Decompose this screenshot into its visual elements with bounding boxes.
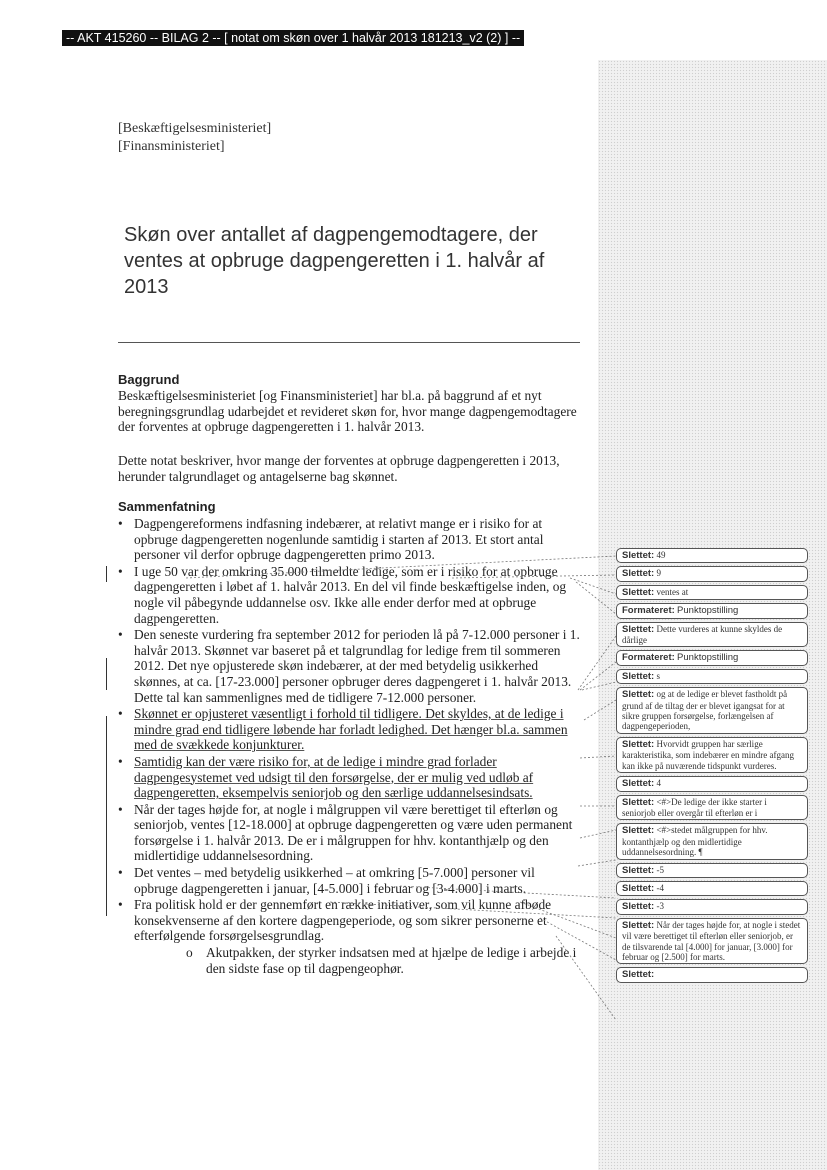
ministry-line-2: [Finansministeriet] [118, 139, 225, 154]
summary-bullet [118, 706, 580, 753]
change-bar [106, 566, 107, 582]
comment-balloon[interactable]: Slettet: ventes at [616, 585, 808, 600]
summary-sub-bullet: o Akutpakken, der styrker indsatsen med at hjælpe de ledige i arbejde i den sidste fase op til dagpengeophør. [118, 945, 580, 976]
document-header-bar: -- AKT 415260 -- BILAG 2 -- [ notat om skøn over 1 halvår 2013 181213_v2 (2) ] -- [62, 30, 524, 46]
change-bar [106, 716, 107, 916]
comment-balloon[interactable]: Slettet: -5 [616, 863, 808, 878]
summary-bullet: • Når der tages højde for, at nogle i målgruppen vil være berettiget til efterløn og seniorjob, ventes [12-18.000] at opbruge dagpengeretten og være uden permanent forsørgelse i 1. halvår 2013. De er i målgruppen for hhv. kontanthjælp og den midlertidige uddannelsesordning. [118, 802, 580, 864]
summary-bullet: • Dagpengereformens indfasning indebærer, at relativt mange er i risiko for at opbruge dagpengeretten nogenlunde samtidig i starten af 2013. Et stort antal personer vil derfor opbruge dagpengeretten primo 2013. [118, 516, 580, 563]
summary-bullet: • Det ventes – med betydelig usikkerhed – at omkring [5-7.000] personer vil opbruge dagpengeretten i januar, [4-5.000] i februar og [3-4.000] i marts. [118, 865, 580, 896]
ministry-block [118, 120, 271, 156]
heading-sammenfatning: Sammenfatning [118, 499, 216, 514]
summary-bullet: • I uge 50 var der omkring 35.000 tilmeldte ledige, som er i risiko for at opbruge dagpengeretten i løbet af 1. halvår 2013. En del vil finde beskæftigelse inden, og nogle vil påbegynde uddannelse osv. Ikke alle ender derfor med at opbruge dagpengeretten. [118, 564, 580, 626]
comment-balloon[interactable]: Formateret: Punktopstilling [616, 603, 808, 618]
comment-balloon[interactable]: Slettet: 9 [616, 566, 808, 581]
ministry-line-1: [Beskæftigelsesministeriet] [118, 121, 272, 136]
summary-bullet-list [118, 516, 580, 977]
comment-balloon[interactable]: Slettet: s [616, 669, 808, 684]
summary-bullet: • Fra politisk hold er der gennemført en række initiativer, som vil kunne afbøde konsekvenserne af den kortere dagpengeperiode, og som sikrer personerne et efterfølgende forsørgelsesgrundlag. [118, 897, 580, 944]
comment-balloon[interactable]: Slettet: og at de ledige er blevet fastholdt på grund af de tiltag der er blevet igangsat for at sikre gruppen forsørgelse, forlængelsen af dagpengeperioden, [616, 687, 808, 734]
title-divider [118, 342, 580, 343]
comment-balloon[interactable]: Slettet: -3 [616, 899, 808, 914]
baggrund-paragraph-2: Dette notat beskriver, hvor mange der forventes at opbruge dagpengeretten i 2013, herunder talgrundlaget og antagelserne bag skønnet. [118, 453, 560, 484]
comment-balloon-column [616, 548, 808, 986]
summary-bullet [118, 627, 580, 705]
comment-balloon[interactable]: Slettet: <#>De ledige der ikke starter i seniorjob eller overgår til efterløn er i [616, 795, 808, 821]
baggrund-paragraph-1: Beskæftigelsesministeriet [og Finansministeriet] har bl.a. på baggrund af et nyt beregningsgrundlag udarbejdet et revideret skøn for, hvor mange dagpengemodtagere der forventes at opbruge dagpengeretten i 1. halvår 2013. [118, 388, 577, 435]
comment-balloon[interactable]: Slettet: 4 [616, 776, 808, 791]
comment-balloon[interactable]: Slettet: [616, 967, 808, 982]
comment-balloon[interactable]: Slettet: Når der tages højde for, at nogle i stedet vil være berettiget til efterløn eller seniorjob, er de tilsvarende tal [4.000] for januar, [3.000] for februar og [2.500] for marts. [616, 918, 808, 965]
inserted-text: Skønnet er opjusteret væsentligt i forhold til tidligere. Det skyldes, at de ledige i mindre grad end tidligere løbende har forladt ledighed. Det hænger bl.a. sammen med de svækkede konjunkturer. [134, 706, 568, 753]
comment-balloon[interactable]: Slettet: 49 [616, 548, 808, 563]
document-title: Skøn over antallet af dagpengemodtagere, der ventes at opbruge dagpengeretten i 1. halvår af 2013 [124, 224, 545, 298]
comment-balloon[interactable]: Slettet: Dette vurderes at kunne skyldes de dårlige [616, 622, 808, 648]
comment-balloon[interactable]: Slettet: -4 [616, 881, 808, 896]
comment-balloon[interactable]: Slettet: <#>stedet målgruppen for hhv. kontanthjælp og den midlertidige uddannelsesordning. ¶ [616, 823, 808, 859]
heading-baggrund: Baggrund [118, 372, 180, 387]
change-bar [106, 658, 107, 690]
inserted-text: Samtidig kan der være risiko for, at de ledige i mindre grad forlader dagpengesystemet ved udsigt til den forsørgelse, der er mulig ved udløb af dagpengeretten, eksempelvis seniorjob og den særlige uddannelsesindsats. [134, 753, 534, 801]
summary-bullet-text: Den seneste vurdering fra september 2012 for perioden lå på 7-12.000 personer i 1. halvår 2013. Skønnet var baseret på et talgrundlag for ledige frem til sommeren 2012. Det nye opjusterede skøn indebærer, at der med betydelig usikkerhed skønnes, at ca. [17-23.000] personer opbruger deres dagpengeret i 1. halvår 2013. Dette tal kan sammenlignes med de tidligere 7-12.000 personer. [134, 627, 580, 705]
comment-balloon[interactable]: Slettet: Hvorvidt gruppen har særlige karakteristika, som indebærer en mindre afgang kan ikke på nuværende tidspunkt vurderes. [616, 737, 808, 773]
comment-balloon[interactable]: Formateret: Punktopstilling [616, 650, 808, 665]
summary-bullet [118, 754, 580, 801]
